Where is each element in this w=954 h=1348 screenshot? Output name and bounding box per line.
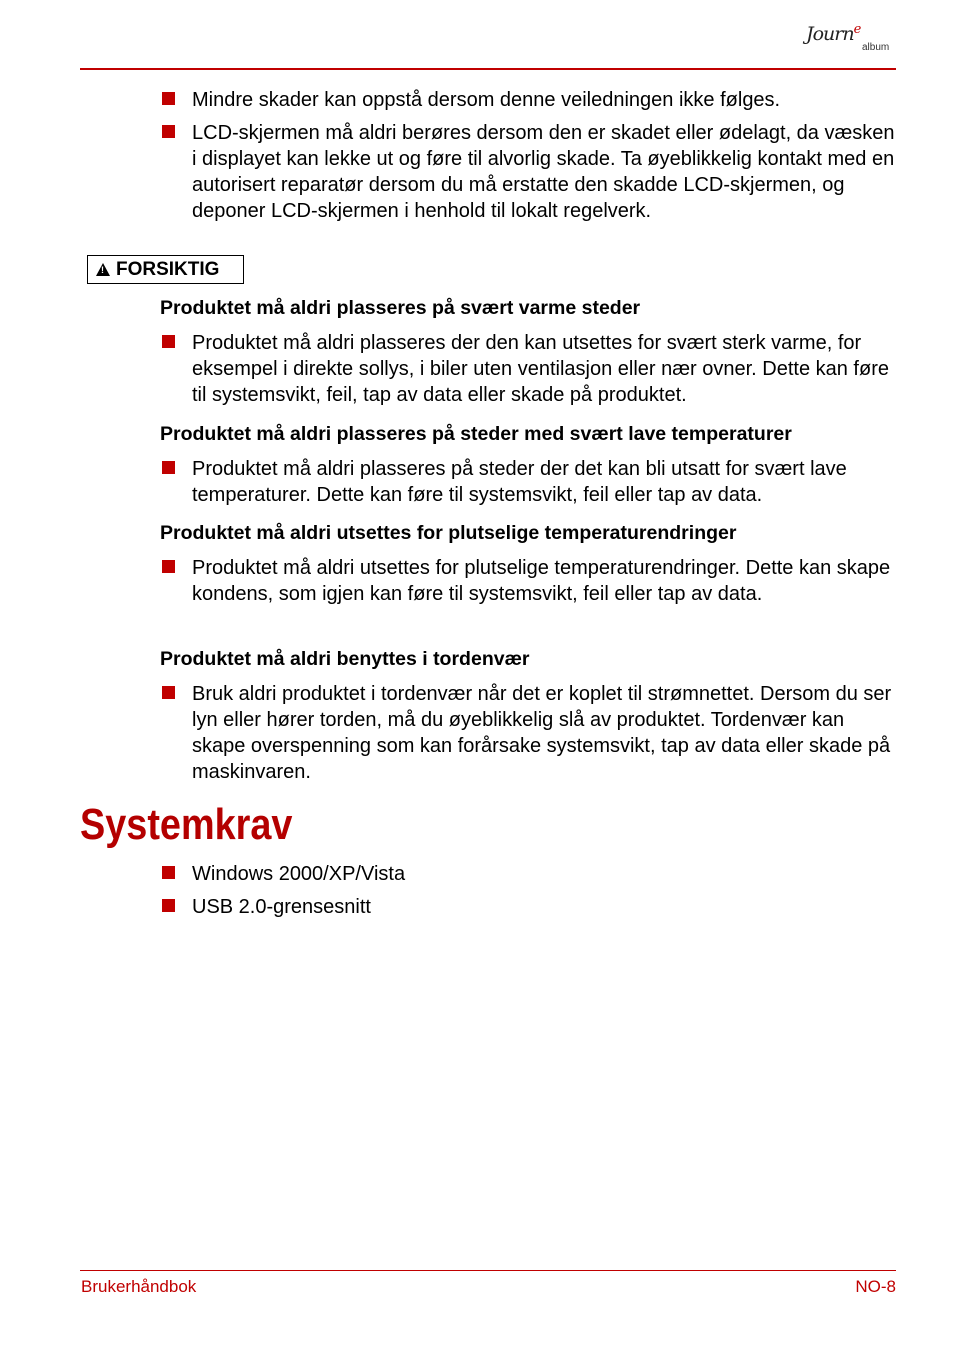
section-heading: Produktet må aldri benyttes i tordenvær: [160, 648, 530, 670]
bullet-square-icon: [162, 92, 175, 105]
list-item: Mindre skader kan oppstå dersom denne veiledningen ikke følges.: [160, 87, 900, 113]
intro-bullet-list: [160, 87, 900, 231]
section-heading: Produktet må aldri plasseres på svært varme steder: [160, 297, 641, 319]
footer-rule: [80, 1270, 896, 1271]
bullet-square-icon: [162, 125, 175, 138]
section-bullet-list: [160, 555, 900, 614]
list-item: Produktet må aldri utsettes for plutselige temperaturendringer. Dette kan skape kondens, som igjen kan føre til systemsvikt, feil eller tap av data.: [160, 555, 900, 607]
list-item: USB 2.0-grensesnitt: [160, 894, 900, 920]
section-bullet-list: [160, 330, 900, 415]
header-rule: [80, 68, 896, 70]
journe-album-logo: [806, 22, 898, 60]
page-number: NO-8: [855, 1277, 896, 1296]
section-bullet-list: [160, 681, 900, 792]
footer-manual-title: Brukerhåndbok: [81, 1277, 197, 1296]
bullet-square-icon: [162, 335, 175, 348]
warning-triangle-icon: [96, 263, 110, 276]
list-item: Windows 2000/XP/Vista: [160, 861, 900, 887]
bullet-square-icon: [162, 686, 175, 699]
caution-label: [87, 255, 244, 284]
bullet-square-icon: [162, 560, 175, 573]
list-item: LCD-skjermen må aldri berøres dersom den er skadet eller ødelagt, da væsken i displayet kan lekke ut og føre til alvorlig skade. Ta øyeblikkelig kontakt med en autorisert reparatør dersom du må erstatte den skadde LCD-skjermen, og deponer LCD-skjermen i henhold til lokalt regelverk.: [160, 120, 900, 224]
requirements-list: [160, 861, 900, 927]
bullet-square-icon: [162, 899, 175, 912]
list-item: Bruk aldri produktet i tordenvær når det er koplet til strømnettet. Dersom du ser lyn eller hører torden, må du øyeblikkelig slå av produktet. Tordenvær kan skape overspenning som kan forårsake systemsvikt, tap av data eller skade på maskinvaren.: [160, 681, 900, 785]
caution-label-text: FORSIKTIG: [116, 258, 220, 280]
bullet-square-icon: [162, 461, 175, 474]
logo-subtitle: album: [862, 42, 890, 53]
logo-script: Journ$^e$: [806, 22, 861, 45]
bullet-square-icon: [162, 866, 175, 879]
list-item: Produktet må aldri plasseres på steder der det kan bli utsatt for svært lave temperaturer. Dette kan føre til systemsvikt, feil eller tap av data.: [160, 456, 900, 508]
list-item: Produktet må aldri plasseres der den kan utsettes for svært sterk varme, for eksempel i direkte sollys, i biler uten ventilasjon eller nær ovner. Dette kan føre til systemsvikt, feil, tap av data eller skade på produktet.: [160, 330, 900, 408]
section-title: Systemkrav: [80, 800, 293, 849]
section-heading: Produktet må aldri utsettes for plutselige temperaturendringer: [160, 522, 737, 544]
section-heading: Produktet må aldri plasseres på steder med svært lave temperaturer: [160, 423, 792, 445]
section-bullet-list: [160, 456, 900, 515]
